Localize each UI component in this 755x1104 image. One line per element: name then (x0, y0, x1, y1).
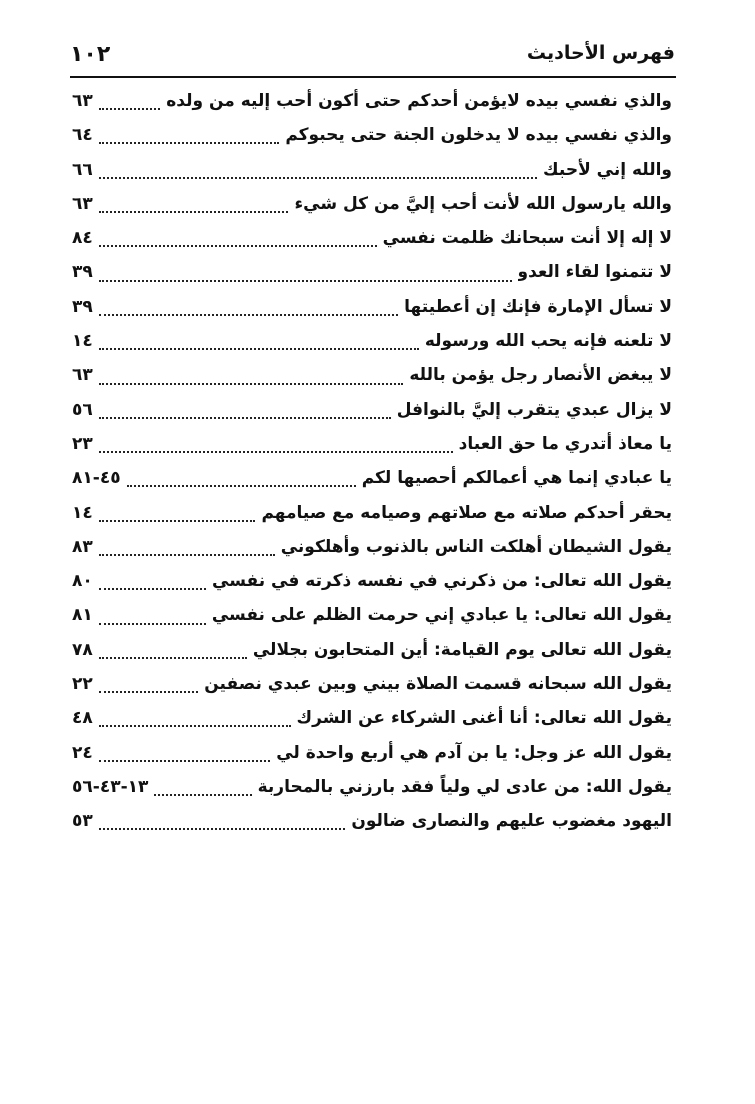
entry-page-numbers: ٦٦ (72, 159, 93, 180)
dot-leader (99, 542, 275, 556)
entry-page-numbers: ٦٣ (72, 365, 93, 386)
entry-text: لا تتمنوا لقاء العدو (517, 262, 672, 283)
entry-page-numbers: ٦٣ (72, 91, 93, 111)
entry-page-numbers: ٣٩ (72, 296, 93, 317)
page-number: ١٠٢ (70, 42, 111, 67)
entry-text: لا تلعنه فإنه يحب الله ورسوله (424, 331, 672, 352)
entry-text: والذي نفسي بيده لا يدخلون الجنة حتى يحبوكم (285, 125, 672, 146)
dot-leader (99, 165, 537, 179)
index-entry (72, 221, 672, 255)
page-header (70, 40, 675, 70)
dot-leader (154, 782, 251, 796)
entry-text: يقول الله تعالى: من ذكرني في نفسه ذكرته في نفسي (212, 571, 672, 592)
entry-page-numbers: ٤٨ (72, 708, 93, 729)
index-entry (72, 770, 672, 804)
hadith-index-list (72, 84, 672, 839)
dot-leader (99, 130, 280, 144)
entry-page-numbers: ٢٤ (72, 742, 93, 763)
entry-text: يقول الله تعالى يوم القيامة: أين المتحابون بجلالي (252, 639, 672, 660)
entry-text: يقول الله تعالى: يا عبادي إني حرمت الظلم على نفسي (211, 605, 672, 626)
entry-page-numbers: ١٣-٤٣-٥٦ (72, 776, 149, 797)
entry-page-numbers: ٥٣ (72, 811, 93, 832)
index-entry (72, 427, 672, 461)
entry-text: يقول الشيطان أهلكت الناس بالذنوب وأهلكوني (280, 536, 672, 557)
entry-text: لا تسأل الإمارة فإنك إن أعطيتها (404, 296, 672, 317)
dot-leader (99, 645, 247, 659)
dot-leader (99, 439, 453, 453)
entry-text: يقول الله: من عادى لي ولياً فقد بارزني بالمحاربة (257, 776, 672, 797)
entry-text: لا يبغض الأنصار رجل يؤمن بالله (409, 365, 672, 386)
index-entry (72, 324, 672, 358)
index-entry (72, 667, 672, 701)
index-entry (72, 804, 672, 838)
index-entry (72, 255, 672, 289)
entry-text: والذي نفسي بيده لايؤمن أحدكم حتى أكون أحب إليه من ولده (166, 91, 672, 111)
dot-leader (99, 268, 512, 282)
entry-text: يقول الله تعالى: أنا أغنى الشركاء عن الشرك (296, 708, 672, 729)
index-entry (72, 701, 672, 735)
entry-page-numbers: ٨٤ (72, 228, 93, 249)
entry-text: والله إني لأحبك (543, 159, 672, 180)
entry-page-numbers: ١٤ (72, 331, 93, 352)
dot-leader (99, 96, 161, 110)
entry-page-numbers: ٦٣ (72, 193, 93, 214)
dot-leader (99, 748, 270, 762)
dot-leader (99, 713, 291, 727)
entry-page-numbers: ٨٠ (72, 571, 93, 592)
entry-text: يقول الله سبحانه قسمت الصلاة بيني وبين عبدي نصفين (204, 674, 672, 695)
dot-leader (99, 199, 289, 213)
entry-text: اليهود مغضوب عليهم والنصارى ضالون (351, 811, 672, 832)
dot-leader (127, 473, 356, 487)
entry-text: يا عبادي إنما هي أعمالكم أحصيها لكم (361, 468, 672, 489)
dot-leader (99, 371, 404, 385)
index-entry (72, 633, 672, 667)
index-entry (72, 736, 672, 770)
entry-page-numbers: ٢٣ (72, 433, 93, 454)
dot-leader (99, 405, 391, 419)
dot-leader (99, 336, 419, 350)
entry-page-numbers: ٧٨ (72, 639, 93, 660)
index-entry (72, 598, 672, 632)
index-entry (72, 290, 672, 324)
entry-text: لا إله إلا أنت سبحانك ظلمت نفسي (382, 228, 672, 249)
index-entry (72, 530, 672, 564)
entry-page-numbers: ١٤ (72, 502, 93, 523)
index-entry (72, 564, 672, 598)
index-entry (72, 393, 672, 427)
entry-text: يقول الله عز وجل: يا بن آدم هي أربع واحدة لي (276, 742, 672, 763)
dot-leader (99, 679, 198, 693)
entry-text: والله يارسول الله لأنت أحب إليَّ من كل شيء (294, 193, 672, 214)
entry-page-numbers: ٨١ (72, 605, 93, 626)
dot-leader (99, 816, 346, 830)
dot-leader (99, 233, 377, 247)
entry-page-numbers: ٢٢ (72, 674, 93, 695)
index-entry (72, 84, 672, 118)
entry-page-numbers: ٣٩ (72, 262, 93, 283)
header-rule (70, 76, 676, 78)
entry-page-numbers: ٨٣ (72, 536, 93, 557)
running-title: فهرس الأحاديث (526, 42, 675, 64)
entry-page-numbers: ٦٤ (72, 125, 93, 146)
index-entry (72, 496, 672, 530)
dot-leader (99, 302, 398, 316)
index-entry (72, 461, 672, 495)
entry-text: يحقر أحدكم صلاته مع صلاتهم وصيامه مع صيامهم (261, 502, 672, 523)
index-entry (72, 153, 672, 187)
index-entry (72, 187, 672, 221)
entry-text: لا يزال عبدي يتقرب إليَّ بالنوافل (396, 399, 672, 420)
entry-page-numbers: ٤٥-٨١ (72, 468, 121, 489)
dot-leader (99, 611, 206, 625)
index-entry (72, 358, 672, 392)
entry-text: يا معاذ أتدري ما حق العباد (458, 433, 672, 454)
index-entry (72, 118, 672, 152)
dot-leader (99, 508, 256, 522)
dot-leader (99, 576, 206, 590)
entry-page-numbers: ٥٦ (72, 399, 93, 420)
